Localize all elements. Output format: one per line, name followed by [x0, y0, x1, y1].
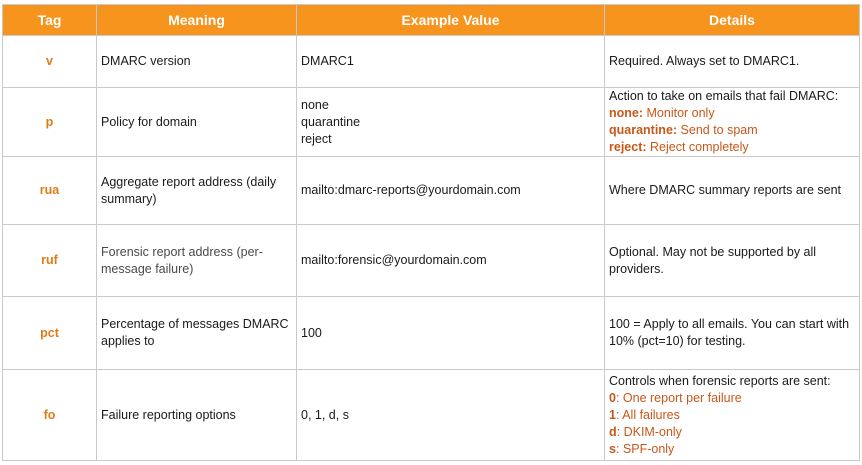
meaning-cell: Aggregate report address (daily summary) [97, 157, 297, 225]
table-row [3, 157, 860, 225]
details-text: : DKIM-only [616, 424, 682, 439]
details-cell [605, 88, 860, 157]
example-cell: DMARC1 [297, 36, 605, 88]
details-cell: Optional. May not be supported by all providers. [605, 225, 860, 297]
details-item [609, 441, 855, 458]
example-line: none [301, 97, 329, 112]
details-intro: Controls when forensic reports are sent: [609, 373, 831, 388]
example-cell: 100 [297, 297, 605, 370]
details-item [609, 122, 855, 139]
example-line: quarantine [301, 114, 361, 129]
details-key: 0 [609, 390, 616, 405]
details-cell: Required. Always set to DMARC1. [605, 36, 860, 88]
details-key: none: [609, 106, 644, 120]
details-item [609, 407, 855, 424]
details-key: quarantine: [609, 123, 678, 137]
header-example: Example Value [297, 5, 605, 36]
details-text: Reject completely [646, 140, 749, 154]
tag-cell: ruf [3, 225, 97, 297]
example-cell: mailto:dmarc-reports@yourdomain.com [297, 157, 605, 225]
details-item [609, 424, 855, 441]
header-details: Details [605, 5, 860, 36]
details-item [609, 139, 855, 156]
table-row [3, 370, 860, 461]
tag-cell: p [3, 88, 97, 157]
example-line: reject [301, 131, 332, 146]
header-meaning: Meaning [97, 5, 297, 36]
details-key: 1 [609, 407, 616, 422]
dmarc-tags-table [2, 4, 860, 461]
example-cell: 0, 1, d, s [297, 370, 605, 461]
details-text: : SPF-only [615, 441, 675, 456]
example-cell: mailto:forensic@yourdomain.com [297, 225, 605, 297]
details-intro: Action to take on emails that fail DMARC: [609, 89, 839, 103]
meaning-cell: Failure reporting options [97, 370, 297, 461]
details-key: reject: [609, 140, 647, 154]
header-tag: Tag [3, 5, 97, 36]
details-text: Send to spam [677, 123, 758, 137]
meaning-cell: Percentage of messages DMARC applies to [97, 297, 297, 370]
details-item [609, 390, 855, 407]
details-key: d [609, 424, 617, 439]
meaning-cell: DMARC version [97, 36, 297, 88]
tag-cell: v [3, 36, 97, 88]
table-row [3, 36, 860, 88]
details-text: : One report per failure [615, 390, 742, 405]
tag-cell: fo [3, 370, 97, 461]
table-row [3, 297, 860, 370]
table-row [3, 88, 860, 157]
tag-cell: rua [3, 157, 97, 225]
example-cell [297, 88, 605, 157]
header-row [3, 5, 860, 36]
details-text: : All failures [615, 407, 680, 422]
details-item [609, 105, 855, 122]
details-cell [605, 370, 860, 461]
table-row [3, 225, 860, 297]
details-key: s [609, 441, 616, 456]
meaning-cell: Forensic report address (per-message failure) [97, 225, 297, 297]
tag-cell: pct [3, 297, 97, 370]
details-text: Monitor only [643, 106, 715, 120]
details-cell: 100 = Apply to all emails. You can start with 10% (pct=10) for testing. [605, 297, 860, 370]
meaning-cell: Policy for domain [97, 88, 297, 157]
details-cell: Where DMARC summary reports are sent [605, 157, 860, 225]
